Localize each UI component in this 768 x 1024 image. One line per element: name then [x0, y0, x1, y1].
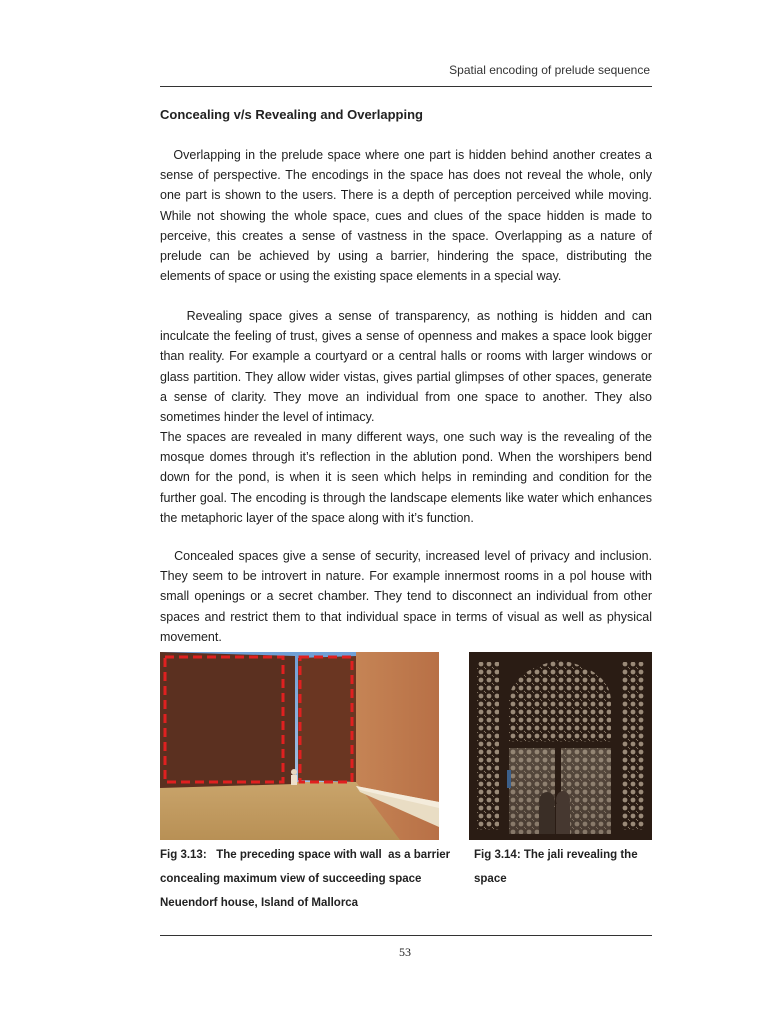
- caption-line: concealing maximum view of succeeding space: [160, 873, 422, 885]
- footer-rule: [160, 935, 652, 936]
- figure-3-14-image: [469, 652, 652, 840]
- section-heading: Concealing v/s Revealing and Overlapping: [160, 107, 423, 122]
- running-header: Spatial encoding of prelude sequence: [449, 63, 650, 77]
- figure-3-13-caption: [160, 843, 470, 915]
- figure-3-14-caption: [474, 843, 654, 891]
- header-rule: [160, 86, 652, 87]
- caption-line: Fig 3.14: The jali revealing the: [474, 849, 638, 861]
- caption-line: space: [474, 873, 507, 885]
- paragraph-revealing-ways: The spaces are revealed in many different ways, one such way is the revealing of the mosque domes through it’s reflection in the ablution pond. When the worshipers bend down for the pond, is when it is seen which helps in reminding and condition for the further goal. The encoding is through the landscape elements like water which enhances the metaphoric layer of the space along with it’s function.: [160, 430, 656, 525]
- page-number: 53: [399, 945, 411, 959]
- paragraph-revealing: Revealing space gives a sense of transparency, as nothing is hidden and can inculcate the feeling of trust, gives a sense of openness and makes a space look bigger than reality. For example a courtyard or a central halls or rooms with larger windows or glass partition. They allow wider vistas, gives partial glimpses of other spaces, generate a sense of clarity. They move an individual from one space to another. They also sometimes hinder the level of intimacy.: [160, 309, 656, 425]
- paragraph-concealed: Concealed spaces give a sense of security, increased level of privacy and inclusion. They seem to be introvert in nature. For example innermost rooms in a pol house with small openings or a secret chamber. They tend to disconnect an individual from other spaces and restrict them to that individual space in terms of visual as well as physical movement.: [160, 549, 656, 644]
- caption-line: Fig 3.13: The preceding space with wall as a barrier: [160, 849, 451, 861]
- caption-line: Neuendorf house, Island of Mallorca: [160, 897, 359, 909]
- paragraph-overlapping: Overlapping in the prelude space where one part is hidden behind another creates a sense of perspective. The encodings in the space has does not reveal the whole, only one part is shown to the users. There is a depth of perception perceived while moving. While not showing the whole space, cues and clues of the space hidden is made to perceive, this creates a sense of vastness in the space. Overlapping as a nature of prelude can be achieved by using a barrier, hindering the space, distributing the elements of space or using the existing space elements in a special way.: [160, 148, 656, 284]
- figure-3-13-image: [160, 652, 439, 840]
